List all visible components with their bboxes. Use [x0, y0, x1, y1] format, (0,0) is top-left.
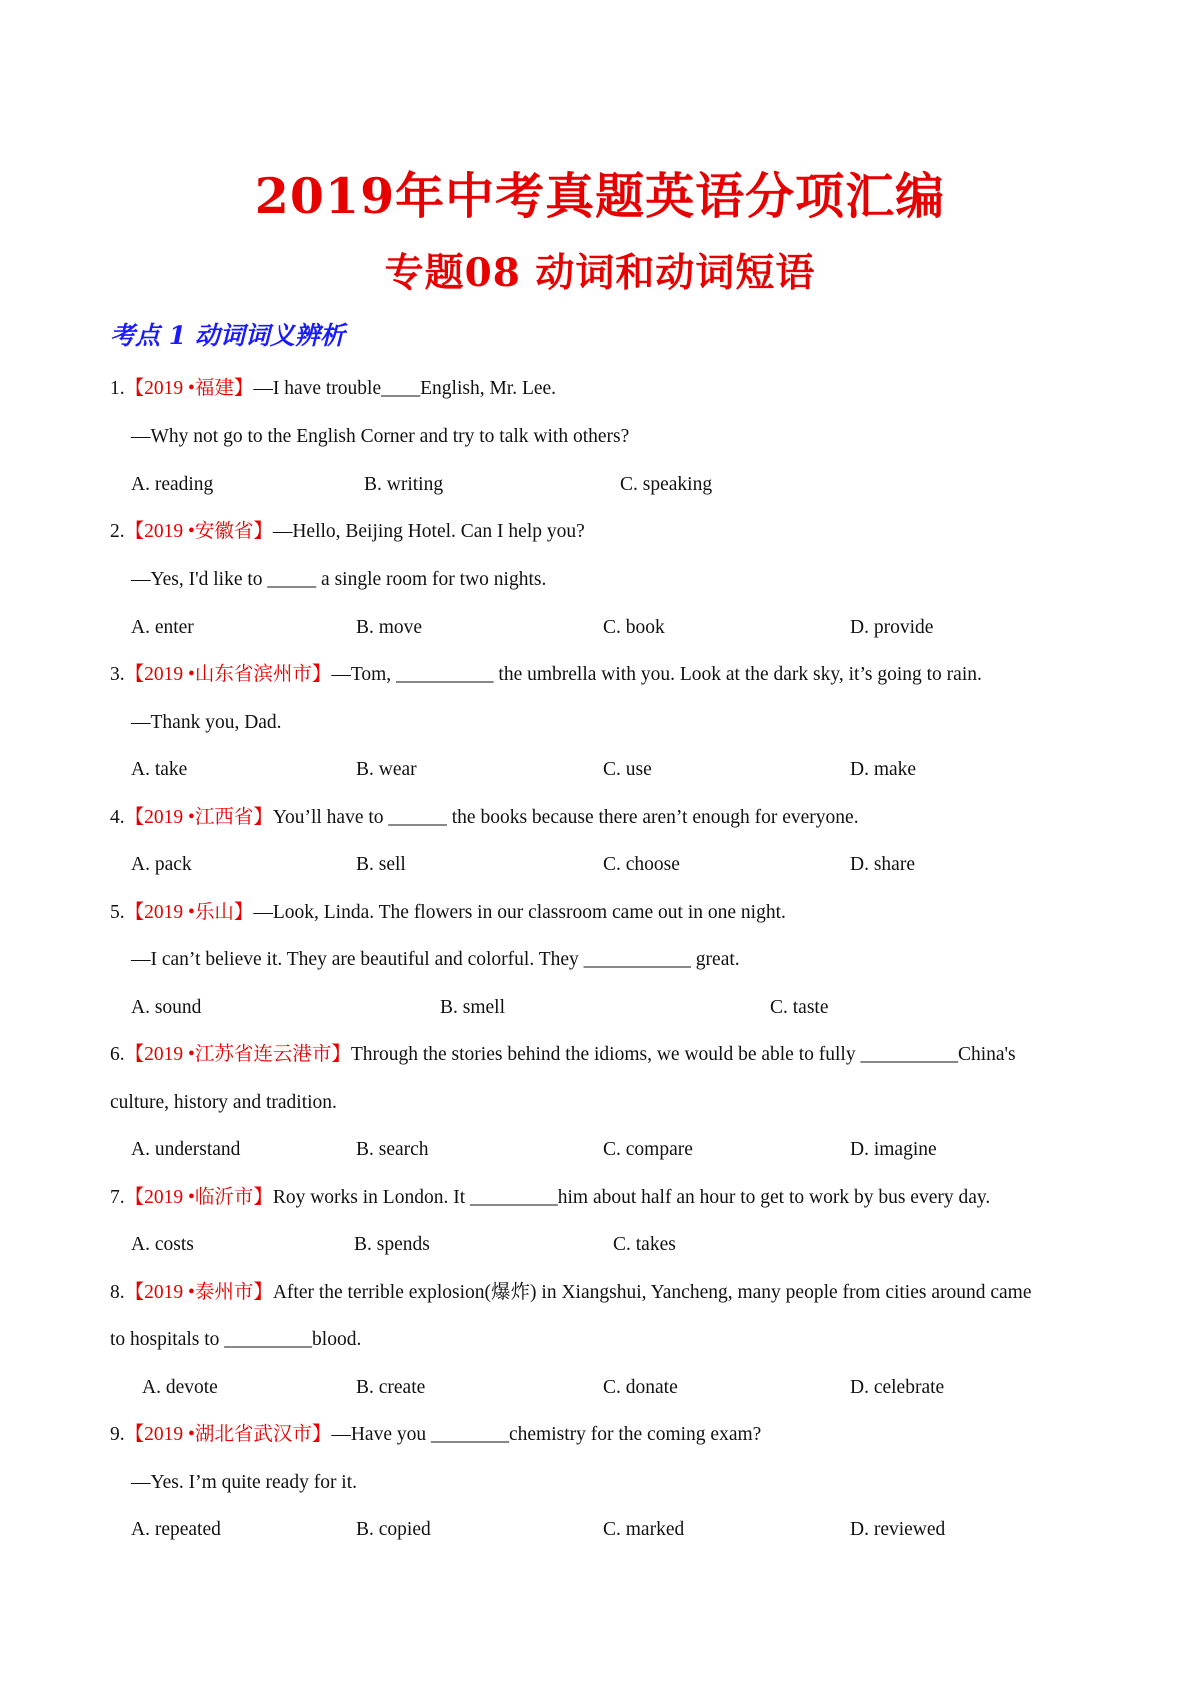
question-text: Through the stories behind the idioms, we would be able to fully __________China's [350, 1044, 1016, 1065]
question-1-option-a: A. reading [131, 474, 214, 495]
question-9-option-d: D. reviewed [850, 1519, 946, 1540]
question-5-line-2: —I can’t believe it. They are beautiful and colorful. They ___________ great. [131, 949, 740, 970]
question-text: You’ll have to ______ the books because there aren’t enough for everyone. [272, 807, 859, 828]
question-3-option-c: C. use [603, 759, 652, 780]
question-2-stem [110, 517, 585, 547]
question-7-option-a: A. costs [131, 1234, 194, 1255]
question-9-line-2: —Yes. I’m quite ready for it. [131, 1472, 358, 1493]
question-source: 【2019 •山东省滨州市】 [124, 664, 332, 685]
question-8-option-c: C. donate [603, 1377, 678, 1398]
question-source: 【2019 •泰州市】 [124, 1282, 273, 1303]
question-5-stem [110, 898, 786, 928]
question-5-option-c: C. taste [770, 997, 829, 1018]
page-subtitle: 专题08 动词和动词短语 [384, 250, 816, 296]
question-text: —Have you ________chemistry for the coming exam? [331, 1424, 762, 1445]
question-9-stem [110, 1420, 761, 1450]
question-2-option-b: B. move [356, 617, 423, 638]
question-1-option-b: B. writing [364, 474, 444, 495]
question-number: 7. [110, 1187, 125, 1208]
question-3-option-d: D. make [850, 759, 917, 780]
question-number: 6. [110, 1044, 125, 1065]
question-7-option-b: B. spends [354, 1234, 430, 1255]
question-8-option-d: D. celebrate [850, 1377, 945, 1398]
question-2-option-c: C. book [603, 617, 665, 638]
question-6-stem [110, 1040, 1016, 1070]
question-source: 【2019 •乐山】 [124, 902, 254, 923]
question-source: 【2019 •湖北省武汉市】 [124, 1424, 332, 1445]
question-4-option-d: D. share [850, 854, 915, 875]
question-1-option-c: C. speaking [620, 474, 713, 495]
question-6-option-c: C. compare [603, 1139, 693, 1160]
question-2-line-2: —Yes, I'd like to _____ a single room for two nights. [131, 569, 547, 590]
question-number: 4. [110, 807, 125, 828]
question-1-line-2: —Why not go to the English Corner and try to talk with others? [131, 426, 630, 447]
question-7-option-c: C. takes [613, 1234, 676, 1255]
question-number: 2. [110, 521, 125, 542]
question-4-stem [110, 803, 859, 833]
question-text: —Tom, __________ the umbrella with you. Look at the dark sky, it’s going to rain. [331, 664, 982, 685]
question-number: 9. [110, 1424, 125, 1445]
question-1-stem [110, 374, 556, 404]
question-text: —Hello, Beijing Hotel. Can I help you? [272, 521, 585, 542]
question-2-option-d: D. provide [850, 617, 934, 638]
question-8-option-b: B. create [356, 1377, 426, 1398]
question-number: 1. [110, 378, 125, 399]
question-text: Roy works in London. It _________him about half an hour to get to work by bus every day. [272, 1187, 991, 1208]
question-3-option-a: A. take [131, 759, 188, 780]
question-3-option-b: B. wear [356, 759, 417, 780]
question-number: 5. [110, 902, 125, 923]
question-number: 8. [110, 1282, 125, 1303]
question-6-option-d: D. imagine [850, 1139, 937, 1160]
question-3-stem [110, 660, 982, 690]
question-source: 【2019 •福建】 [124, 378, 254, 399]
question-4-option-b: B. sell [356, 854, 406, 875]
question-6-line-2: culture, history and tradition. [110, 1092, 337, 1113]
question-9-option-a: A. repeated [131, 1519, 221, 1540]
question-text: —I have trouble____English, Mr. Lee. [253, 378, 557, 399]
question-9-option-c: C. marked [603, 1519, 685, 1540]
section-heading: 考点 1 动词词义辨析 [110, 321, 345, 350]
question-8-stem [110, 1278, 1032, 1308]
question-source: 【2019 •安徽省】 [124, 521, 273, 542]
question-4-option-a: A. pack [131, 854, 192, 875]
page-title: 2019年中考真题英语分项汇编 [254, 167, 946, 225]
question-9-option-b: B. copied [356, 1519, 431, 1540]
question-4-option-c: C. choose [603, 854, 680, 875]
question-number: 3. [110, 664, 125, 685]
question-source: 【2019 •江苏省连云港市】 [124, 1044, 351, 1065]
question-5-option-b: B. smell [440, 997, 506, 1018]
question-8-line-2: to hospitals to _________blood. [110, 1329, 362, 1350]
question-2-option-a: A. enter [131, 617, 194, 638]
question-7-stem [110, 1183, 990, 1213]
question-3-line-2: —Thank you, Dad. [131, 712, 282, 733]
question-text: —Look, Linda. The flowers in our classroom came out in one night. [253, 902, 786, 923]
question-source: 【2019 •江西省】 [124, 807, 273, 828]
question-5-option-a: A. sound [131, 997, 202, 1018]
question-6-option-a: A. understand [131, 1139, 241, 1160]
question-source: 【2019 •临沂市】 [124, 1187, 273, 1208]
question-6-option-b: B. search [356, 1139, 429, 1160]
question-text: After the terrible explosion(爆炸) in Xiangshui, Yancheng, many people from cities around came [272, 1282, 1032, 1303]
question-8-option-a: A. devote [142, 1377, 218, 1398]
